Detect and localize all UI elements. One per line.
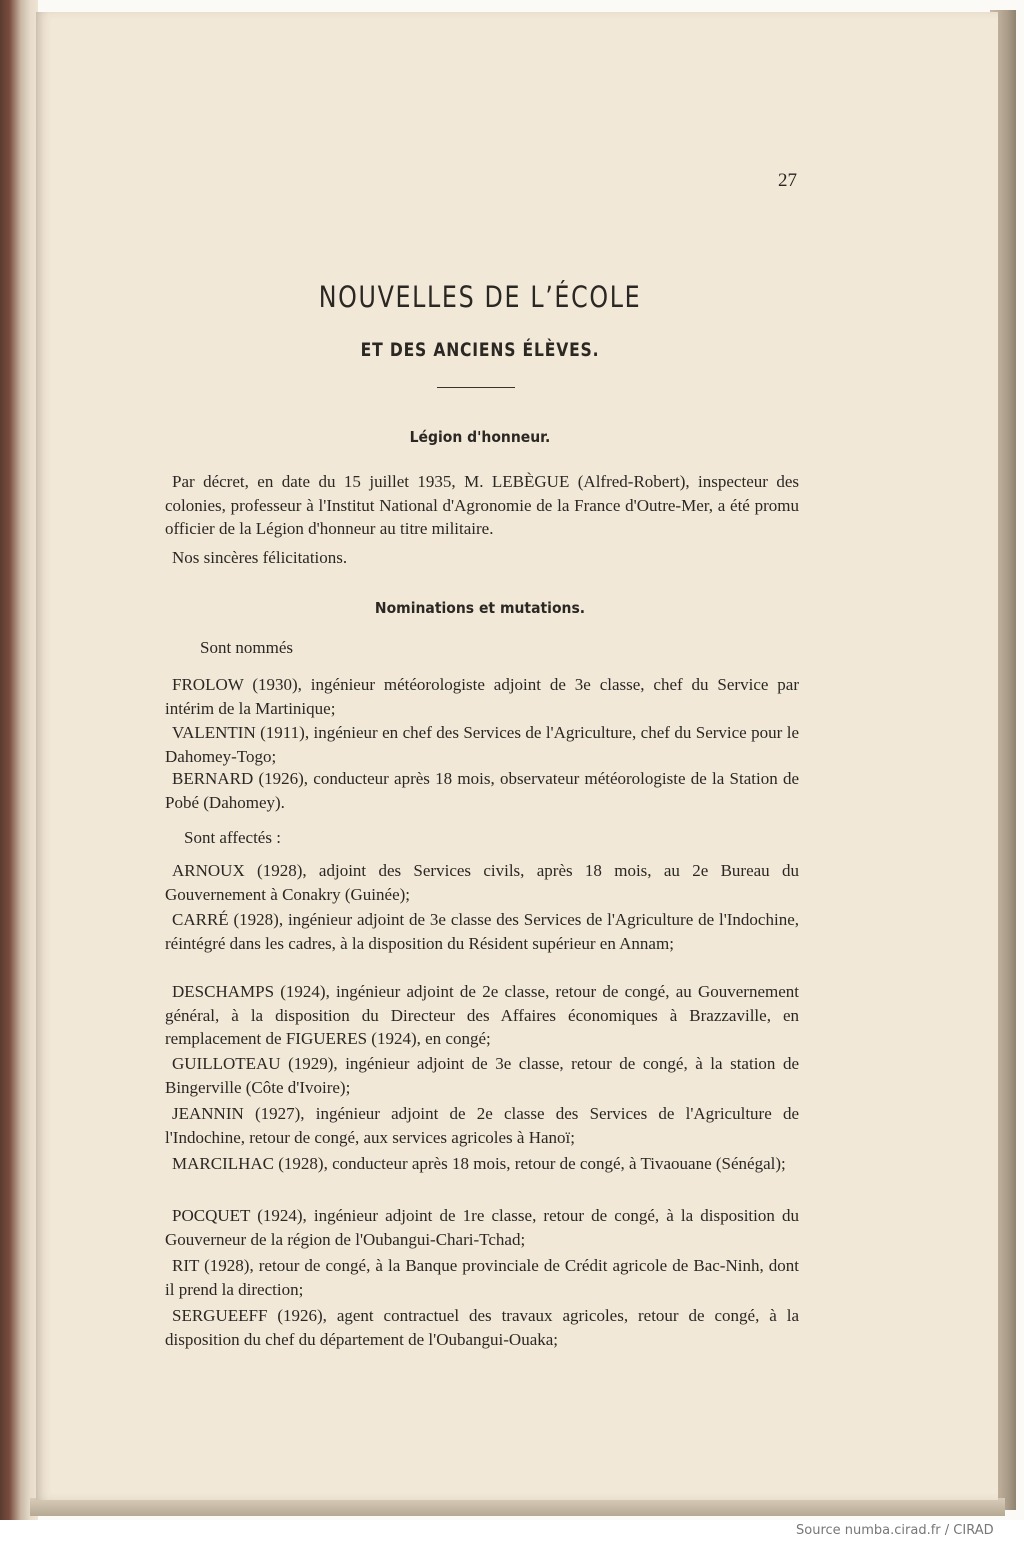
list-item: POCQUET (1924), ingénieur adjoint de 1re classe, retour de congé, à la disposition du Gouverneur de la région de l'Oubangui-Chari-Tchad;	[165, 1206, 799, 1249]
list-item: FROLOW (1930), ingénieur météorologiste adjoint de 3e classe, chef du Service par intérim de la Martinique;	[165, 675, 799, 718]
list-item: CARRÉ (1928), ingénieur adjoint de 3e classe des Services de l'Agriculture de l'Indochine, réintégré dans les cadres, à la disposition du Résident supérieur en Annam;	[165, 910, 799, 953]
list-item: VALENTIN (1911), ingénieur en chef des Services de l'Agriculture, chef du Service pour le Dahomey-Togo;	[165, 723, 799, 766]
book-spine-left	[0, 0, 38, 1520]
source-caption: Source numba.cirad.fr / CIRAD	[796, 1523, 994, 1538]
title-divider	[437, 387, 515, 388]
list-item: GUILLOTEAU (1929), ingénieur adjoint de 3e classe, retour de congé, à la station de Bingerville (Côte d'Ivoire);	[165, 1054, 799, 1097]
list-item: MARCILHAC (1928), conducteur après 18 mois, retour de congé, à Tivaouane (Sénégal);	[172, 1154, 786, 1173]
list-item: ARNOUX (1928), adjoint des Services civils, après 18 mois, au 2e Bureau du Gouvernement à Conakry (Guinée);	[165, 861, 799, 904]
page-title: NOUVELLES DE L’ÉCOLE	[318, 280, 642, 314]
nommes-label: Sont nommés	[200, 638, 294, 657]
list-item: JEANNIN (1927), ingénieur adjoint de 2e classe des Services de l'Agriculture de l'Indochine, retour de congé, aux services agricoles à Hanoï;	[165, 1104, 799, 1147]
congratulations-text: Nos sincères félicitations.	[172, 548, 348, 567]
section-heading-nominations: Nominations et mutations.	[374, 599, 586, 617]
list-item: SERGUEEFF (1926), agent contractuel des travaux agricoles, retour de congé, à la disposition du chef du département de l'Oubangui-Ouaka;	[165, 1306, 799, 1349]
affectes-label: Sont affectés :	[184, 828, 281, 847]
section-heading-legion: Légion d'honneur.	[409, 428, 551, 446]
list-item: BERNARD (1926), conducteur après 18 mois, observateur météorologiste de la Station de Pobé (Dahomey).	[165, 769, 799, 812]
decree-paragraph: Par décret, en date du 15 juillet 1935, M. LEBÈGUE (Alfred-Robert), inspecteur des colonies, professeur à l'Institut National d'Agronomie de la France d'Outre-Mer, a été promu officier de la Légion d'honneur au titre militaire.	[165, 472, 799, 538]
book-edge-bottom	[30, 1498, 1005, 1516]
list-item: DESCHAMPS (1924), ingénieur adjoint de 2e classe, retour de congé, au Gouvernement général, à la disposition du Directeur des Affaires économiques à Brazzaville, en remplacement de FIGUERES (1924), en congé;	[165, 982, 799, 1048]
list-item: RIT (1928), retour de congé, à la Banque provinciale de Crédit agricole de Bac-Ninh, dont il prend la direction;	[165, 1256, 799, 1299]
page-number: 27	[778, 170, 797, 191]
page-subtitle: ET DES ANCIENS ÉLÈVES.	[360, 339, 600, 361]
